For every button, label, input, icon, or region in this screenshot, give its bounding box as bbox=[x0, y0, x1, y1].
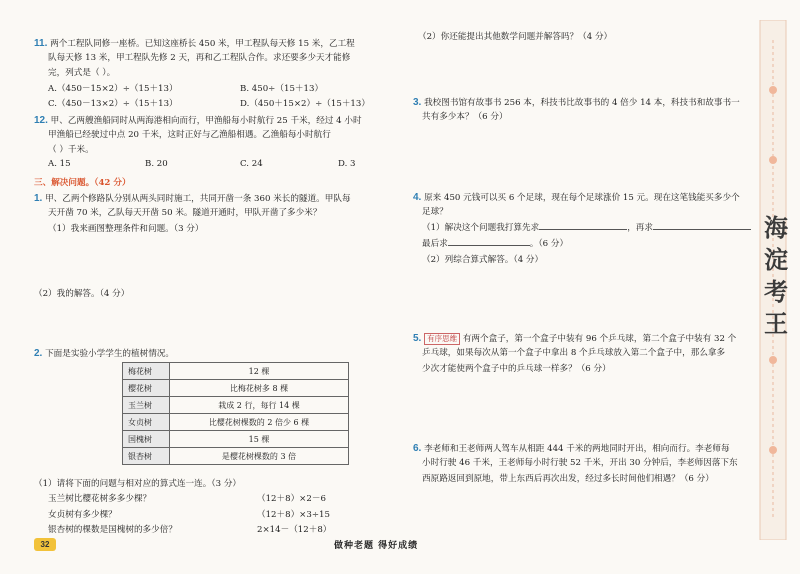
sub-question: （2）我的解答。（4 分） bbox=[34, 289, 130, 299]
table-row bbox=[123, 448, 349, 465]
match-formula[interactable]: 2×14－（12＋8） bbox=[257, 525, 332, 535]
table-cell: 是樱花树棵数的 3 倍 bbox=[170, 448, 349, 465]
option-c[interactable]: C.（450－13×2）÷（15＋13） bbox=[48, 99, 178, 109]
match-question[interactable]: 银杏树的棵数是国槐树的多少倍？ bbox=[48, 525, 177, 535]
table-cell: 栽成 2 行，每行 14 棵 bbox=[170, 397, 349, 414]
table-cell: 樱花树 bbox=[123, 380, 170, 397]
fill-in-text: 。（6 分） bbox=[529, 239, 569, 249]
match-question[interactable]: 女贞树有多少棵？ bbox=[48, 510, 117, 520]
question-text: 西原路返回到原地，带上东西后再次出发，经过多长时间他们相遇？（6 分） bbox=[422, 474, 714, 484]
option-a[interactable]: A. 15 bbox=[48, 159, 71, 169]
planting-table bbox=[122, 362, 349, 465]
question-text: 李老师和王老师两人驾车从相距 444 千米的两地同时开出，相向而行。李老师每 bbox=[424, 444, 730, 454]
table-cell: 比樱花树棵数的 2 倍少 6 棵 bbox=[170, 414, 349, 431]
fill-in-line bbox=[422, 221, 751, 236]
page-number: 32 bbox=[34, 538, 56, 551]
fill-in-line bbox=[422, 237, 568, 252]
table-row bbox=[123, 431, 349, 448]
option-d[interactable]: D.（450＋15×2）÷（15＋13） bbox=[240, 99, 370, 109]
table-cell: 女贞树 bbox=[123, 414, 170, 431]
option-a[interactable]: A.（450－15×2）÷（15＋13） bbox=[48, 84, 178, 94]
question-number: 3. bbox=[413, 97, 422, 108]
question-text: 足球？ bbox=[422, 207, 448, 217]
option-d[interactable]: D. 3 bbox=[338, 159, 356, 169]
option-c[interactable]: C. 24 bbox=[240, 159, 263, 169]
question-text: （ ）千米。 bbox=[48, 145, 94, 155]
sidebar-title-char: 海 bbox=[764, 213, 788, 242]
question-text: 原来 450 元钱可以买 6 个足球，现在每个足球涨价 15 元。现在这笔钱能买多少个 bbox=[424, 193, 740, 203]
match-formula[interactable]: （12＋8）×3÷15 bbox=[257, 510, 330, 520]
question-text: 乒乓球，如果每次从第一个盒子中拿出 8 个乒乓球放入第二个盒子中，那么拿多 bbox=[422, 348, 726, 358]
question-text: 小时行驶 46 千米，王老师每小时行驶 52 千米，开出 30 分钟后，李老师因落下东 bbox=[422, 458, 738, 468]
fill-in-text: ，再求 bbox=[627, 223, 653, 233]
dot-ornament bbox=[769, 156, 777, 164]
table-cell: 银杏树 bbox=[123, 448, 170, 465]
question-text: 共有多少本？（6 分） bbox=[422, 112, 508, 122]
table-cell: 12 棵 bbox=[170, 363, 349, 380]
dot-ornament bbox=[769, 356, 777, 364]
question-number: 2. bbox=[34, 348, 43, 359]
question-text: 我校图书馆有故事书 256 本，科技书比故事书的 4 倍少 14 本，科技书和故事书一 bbox=[424, 98, 740, 108]
sub-question: （2）列综合算式解答。（4 分） bbox=[422, 255, 544, 265]
question-text: 甲、乙两艘渔船同时从两海港相向而行，甲渔船每小时航行 25 千米，经过 4 小时 bbox=[50, 116, 362, 126]
fill-in-text: （1）解决这个问题我打算先求 bbox=[422, 223, 540, 233]
answer-blank[interactable] bbox=[539, 229, 627, 230]
sidebar-title-char: 王 bbox=[764, 309, 788, 338]
match-formula[interactable]: （12＋8）×2－6 bbox=[257, 494, 326, 504]
dot-ornament bbox=[769, 86, 777, 94]
question-number: 5. bbox=[413, 333, 422, 344]
question-text: 两个工程队同修一座桥。已知这座桥长 450 米，甲工程队每天修 15 米，乙工程 bbox=[50, 39, 355, 49]
question-11 bbox=[34, 36, 355, 52]
table-cell: 国槐树 bbox=[123, 431, 170, 448]
question-number: 12. bbox=[34, 115, 48, 126]
section-heading: 三、解决问题。（42 分） bbox=[34, 178, 131, 188]
table-cell: 比梅花树多 8 棵 bbox=[170, 380, 349, 397]
footer-slogan: 做种老题 得好成绩 bbox=[334, 541, 419, 551]
problem-6 bbox=[413, 441, 730, 457]
table-cell: 15 棵 bbox=[170, 431, 349, 448]
sidebar-title-char: 淀 bbox=[764, 245, 788, 274]
problem-2 bbox=[34, 346, 174, 362]
question-text: 完，列式是（ ）。 bbox=[48, 68, 116, 78]
answer-blank[interactable] bbox=[653, 229, 751, 230]
question-text: 下面是实验小学学生的植树情况。 bbox=[45, 349, 174, 359]
question-number: 6. bbox=[413, 443, 422, 454]
answer-blank[interactable] bbox=[448, 245, 530, 246]
question-text: 有两个盒子，第一个盒子中装有 96 个乒乓球，第二个盒子中装有 32 个 bbox=[462, 334, 737, 344]
question-number: 1. bbox=[34, 193, 43, 204]
question-number: 4. bbox=[413, 192, 422, 203]
table-cell: 玉兰树 bbox=[123, 397, 170, 414]
problem-5 bbox=[413, 331, 736, 347]
sub-question: （1）我来画图整理条件和问题。（3 分） bbox=[48, 224, 204, 234]
question-text: 甲渔船已经驶过中点 20 千米，这时正好与乙渔船相遇。乙渔船每小时航行 bbox=[48, 130, 331, 140]
table-row bbox=[123, 414, 349, 431]
dot-ornament bbox=[769, 446, 777, 454]
fill-in-text: 最后求 bbox=[422, 239, 448, 249]
question-number: 11. bbox=[34, 38, 48, 49]
table-row bbox=[123, 397, 349, 414]
tag-badge: 有序思维 bbox=[424, 333, 460, 345]
table-row bbox=[123, 380, 349, 397]
table-row bbox=[123, 363, 349, 380]
option-b[interactable]: B. 20 bbox=[145, 159, 168, 169]
problem-3 bbox=[413, 95, 740, 111]
problem-4 bbox=[413, 190, 740, 206]
question-text: 队每天修 13 米，甲工程队先修 2 天，再和乙工程队合作。求还要多少天才能修 bbox=[48, 53, 351, 63]
sidebar-title-char: 考 bbox=[764, 277, 788, 306]
table-cell: 梅花树 bbox=[123, 363, 170, 380]
option-b[interactable]: B. 450÷（15＋13） bbox=[240, 84, 324, 94]
question-text: 少次才能使两个盒子中的乒乓球一样多？（6 分） bbox=[422, 364, 611, 374]
question-text: 甲、乙两个修路队分别从两头同时施工，共同开凿一条 360 米长的隧道。甲队每 bbox=[45, 194, 351, 204]
problem-1 bbox=[34, 191, 351, 207]
sub-question: （2）你还能提出其他数学问题并解答吗？（4 分） bbox=[418, 32, 613, 42]
match-question[interactable]: 玉兰树比樱花树多多少棵？ bbox=[48, 494, 152, 504]
question-text: 天开凿 70 米，乙队每天开凿 50 米。隧道开通时，甲队开凿了多少米？ bbox=[48, 208, 322, 218]
question-12 bbox=[34, 113, 362, 129]
sub-question: （1）请将下面的问题与相对应的算式连一连。（3 分） bbox=[34, 479, 242, 489]
